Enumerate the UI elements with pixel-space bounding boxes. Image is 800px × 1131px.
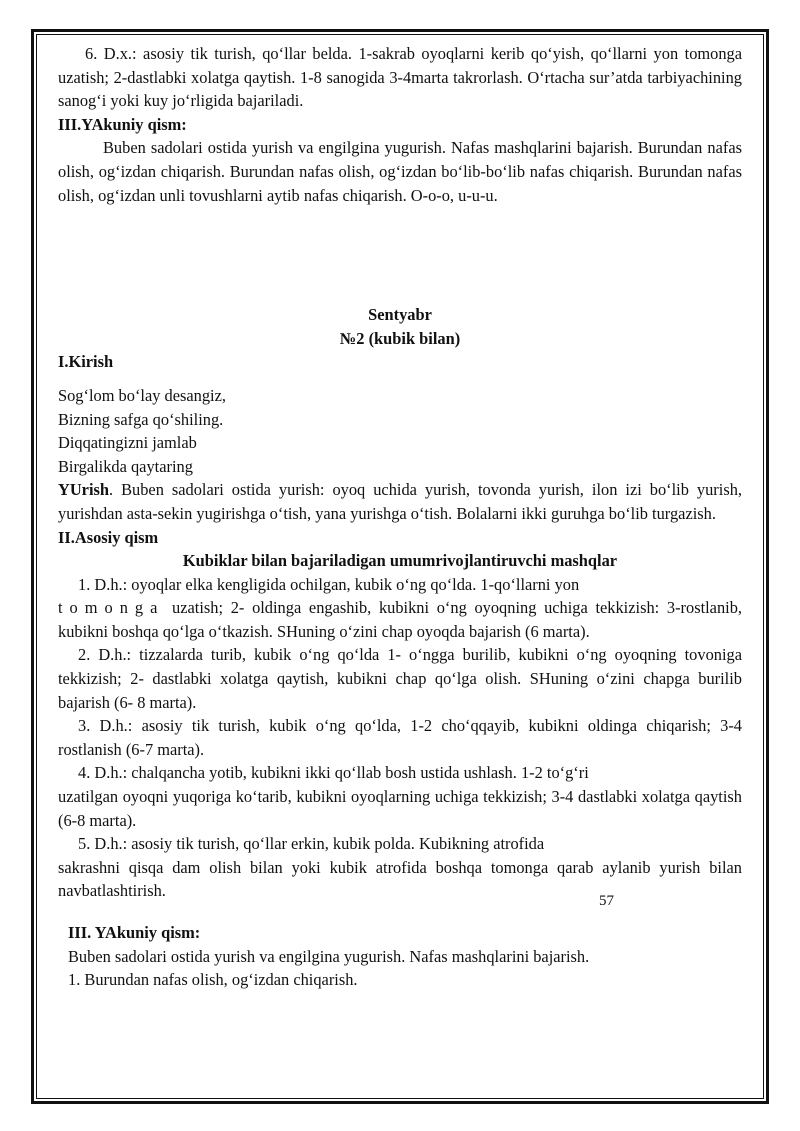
lesson-number-title: №2 (kubik bilan) — [339, 328, 461, 348]
exercise-1-spaced-word: tomonga — [58, 598, 165, 618]
main-part-heading: II.Asosiy qism — [58, 527, 159, 547]
blank-space — [58, 207, 742, 303]
poem-line: Diqqatingizni jamlab — [58, 433, 197, 453]
exercise-1-line1: 1. D.h.: oyoqlar elka kengligida ochilgan, kubik o‘ng qo‘lda. 1-qo‘llarni yon — [78, 574, 580, 594]
final-part-heading: III. YAkuniy qism: — [68, 923, 201, 942]
walking-paragraph — [58, 478, 742, 525]
blank-space-small — [58, 374, 742, 384]
intro-heading: I.Kirish — [58, 352, 114, 372]
exercise-4-rest: uzatilgan oyoqni yuqoriga ko‘tarib, kubikni oyoqlarning uchiga tekkizish; 3-4 dastlabki xolatga qaytish (6-8 marta). — [58, 787, 742, 830]
poem-line: Birgalikda qaytaring — [58, 456, 193, 476]
walking-label: YUrish — [58, 480, 109, 500]
final-part-item-1: 1. Burundan nafas olish, og‘izdan chiqarish. — [68, 970, 358, 990]
exercise-4-line1: 4. D.h.: chalqancha yotib, kubikni ikki qo‘llab bosh ustida ushlash. 1-2 to‘g‘ri — [78, 763, 589, 783]
exercise-6-text: 6. D.x.: asosiy tik turish, qo‘llar belda. 1-sakrab oyoqlarni kerib qo‘yish, qo‘llarni yon tomonga uzatish; 2-dastlabki xolatga qaytish. 1-8 sanogida 3-4marta takrorlash. O‘rtacha sur’atda tarbiyachining sanog‘i yoki kuy jo‘rligida bajariladi. — [58, 44, 742, 111]
final-part-text: Buben sadolari ostida yurish va engilgina yugurish. Nafas mashqlarini bajarish. — [68, 946, 590, 966]
exercise-2: 2. D.h.: tizzalarda turib, kubik o‘ng qo‘lda 1- o‘ngga burilib, kubikni o‘ng oyoqning tovoniga tekkizish; 2- dastlabki xolatga qaytish, kubikni chap qo‘lga olish. SHuning o‘zini chapga burilib bajarish (6- 8 marta). — [58, 645, 742, 712]
exercise-5-rest: sakrashni qisqa dam olish bilan yoki kubik atrofida boshqa tomonga qarab aylanib yurish bilan navbatlashtirish. — [58, 857, 742, 901]
page-number: 57 — [599, 893, 614, 909]
poem-line: Bizning safga qo‘shiling. — [58, 409, 224, 429]
poem-line: Sog‘lom bo‘lay desangiz, — [58, 385, 226, 405]
walking-text: . Buben sadolari ostida yurish: oyoq uchida yurish, tovonda yurish, ilon izi bo‘lib yurish, yurishdan asta-sekin yugirishga o‘tish, yana yurishga o‘tish. Bolalarni ikki guruhga bo‘lib turgazish. — [58, 480, 742, 523]
poem — [58, 384, 742, 478]
final-part — [58, 921, 742, 992]
exercises-title: Kubiklar bilan bajariladigan umumrivojlantiruvchi mashqlar — [182, 551, 618, 571]
exercise-1-rest — [58, 596, 742, 643]
exercise-3: 3. D.h.: asosiy tik turish, kubik o‘ng qo‘lda, 1-2 cho‘qqayib, kubikni oldinga chiqarish; 3-4 rostlanish (6-7 marta). — [58, 716, 742, 759]
blank-space-mid — [58, 903, 742, 921]
document-body — [58, 42, 742, 992]
month-title: Sentyabr — [368, 305, 432, 325]
final-part-text-top: Buben sadolari ostida yurish va engilgina yugurish. Nafas mashqlarini bajarish. Burundan nafas olish, og‘izdan chiqarish. Burundan nafas olish, og‘izdan bo‘lib-bo‘lib nafas chiqarish. Burundan nafas olish, og‘izdan unli tovushlarni aytib nafas chiqarish. O-o-o, u-u-u. — [58, 138, 742, 205]
final-part-heading-top: III.YAkuniy qism: — [58, 114, 187, 134]
exercise-1-text: uzatish; 2- oldinga engashib, kubikni o‘ng oyoqning uchiga tekkizish: 3-rostlanib, kubikni boshqa qo‘lga o‘tkazish. SHuning o‘zini chap oyoqda bajarish (6 marta). — [58, 598, 742, 641]
exercise-5-line1: 5. D.h.: asosiy tik turish, qo‘llar erkin, kubik polda. Kubikning atrofida — [78, 834, 545, 854]
